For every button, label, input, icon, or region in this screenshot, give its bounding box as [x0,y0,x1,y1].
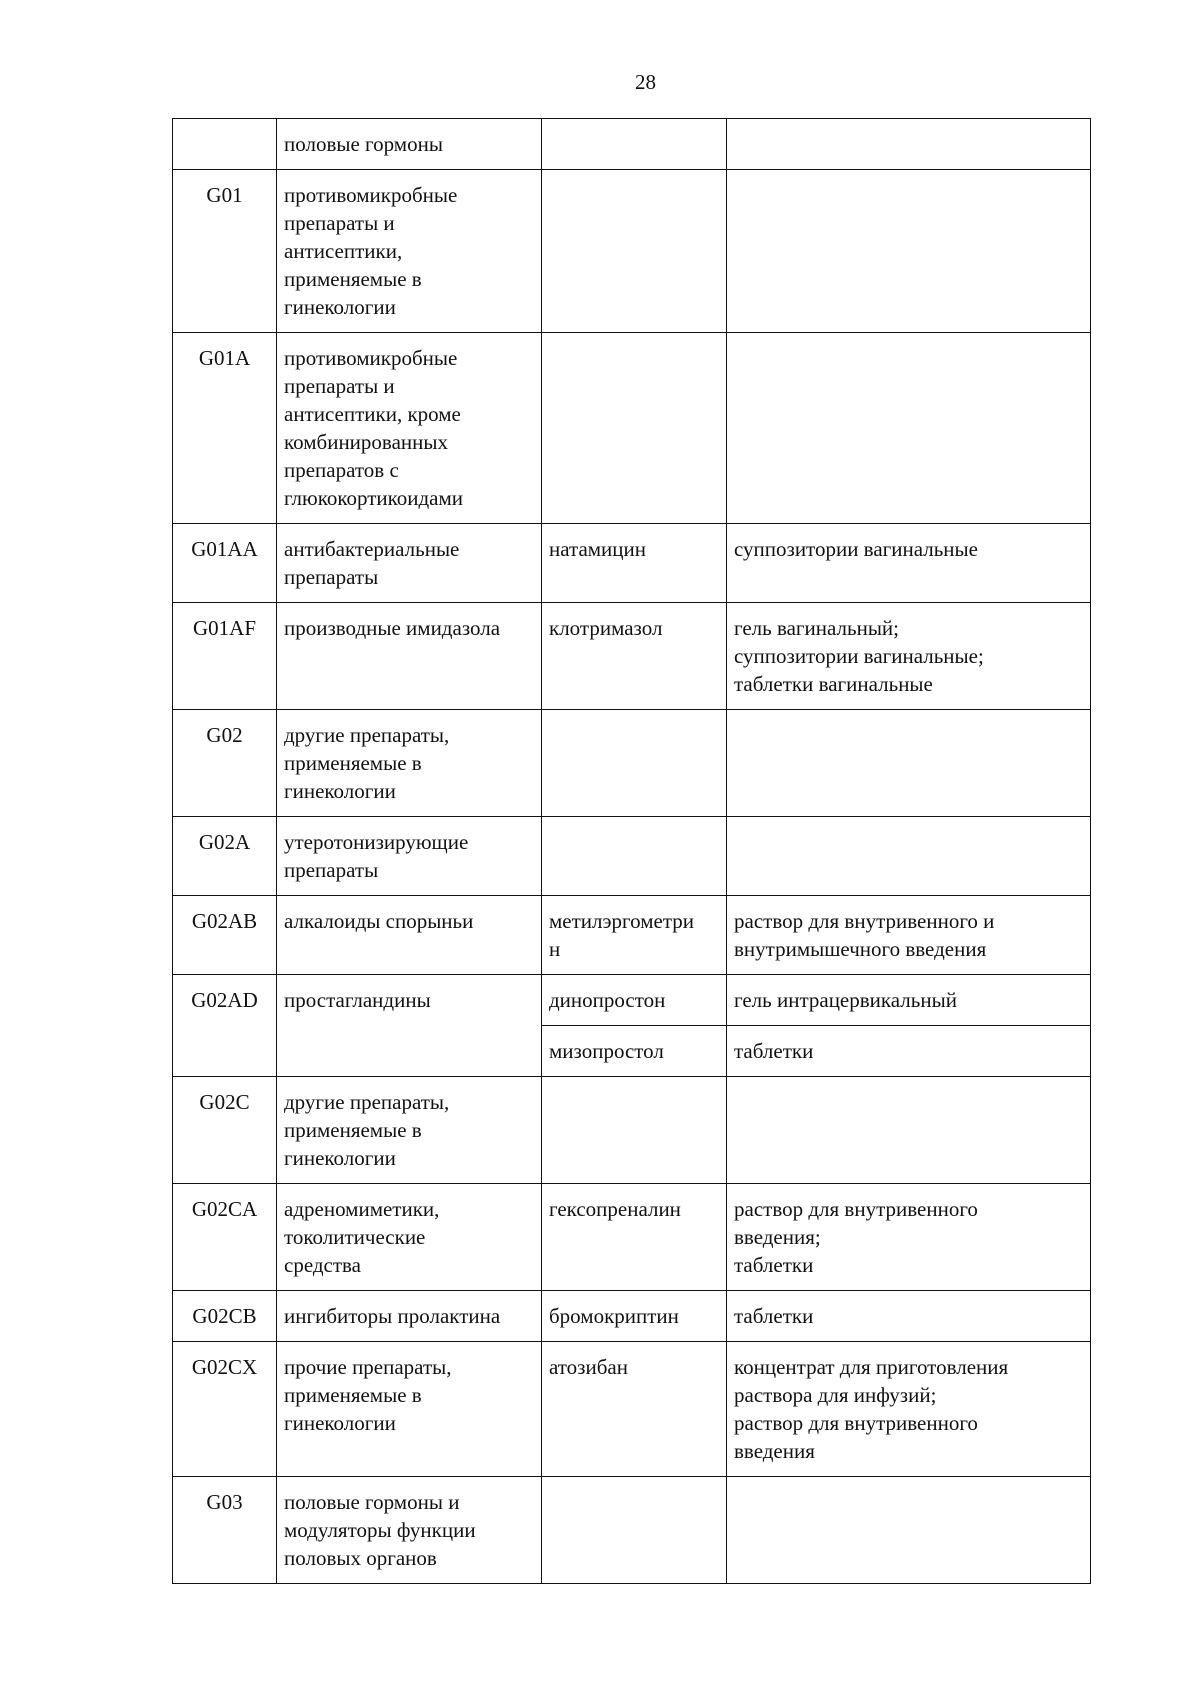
group-name-cell: противомикробные препараты и антисептики, применяемые в гинекологии [277,170,542,333]
substance-name-cell [542,333,727,524]
group-name-cell: адреномиметики, токолитические средства [277,1184,542,1291]
group-name-cell: прочие препараты, применяемые в гинекологии [277,1342,542,1477]
substance-name-cell [542,1477,727,1584]
table-row [173,1184,1091,1291]
substance-name-cell [542,1077,727,1184]
substance-name-cell [542,170,727,333]
substance-name-cell: атозибан [542,1342,727,1477]
atc-code-cell [173,119,277,170]
dosage-form-cell: таблетки [727,1026,1091,1077]
substance-name-cell [542,710,727,817]
drug-classification-table [172,118,1091,1584]
dosage-form-cell [727,170,1091,333]
dosage-form-cell: таблетки [727,1291,1091,1342]
substance-name-cell: метилэргометри н [542,896,727,975]
atc-code-cell: G01AA [173,524,277,603]
table-row [173,1291,1091,1342]
atc-code-cell: G02CB [173,1291,277,1342]
dosage-form-cell: раствор для внутривенного и внутримышечного введения [727,896,1091,975]
substance-name-cell: динопростон [542,975,727,1026]
substance-name-cell [542,119,727,170]
atc-code-cell: G02 [173,710,277,817]
table-row [173,333,1091,524]
dosage-form-cell [727,1477,1091,1584]
group-name-cell: утеротонизирующие препараты [277,817,542,896]
dosage-form-cell: раствор для внутривенного введения; таблетки [727,1184,1091,1291]
group-name-cell: алкалоиды спорыньи [277,896,542,975]
table-body [173,119,1091,1584]
atc-code-cell: G03 [173,1477,277,1584]
table-row [173,1077,1091,1184]
group-name-cell: производные имидазола [277,603,542,710]
group-name-cell: ингибиторы пролактина [277,1291,542,1342]
table-row [173,817,1091,896]
table-row [173,896,1091,975]
substance-name-cell: натамицин [542,524,727,603]
table-row [173,524,1091,603]
atc-code-cell: G02CX [173,1342,277,1477]
group-name-cell: другие препараты, применяемые в гинекологии [277,1077,542,1184]
table-row [173,1342,1091,1477]
dosage-form-cell: гель интрацервикальный [727,975,1091,1026]
table-row [173,119,1091,170]
group-name-cell: противомикробные препараты и антисептики, кроме комбинированных препаратов с глюкокортикоидами [277,333,542,524]
group-name-cell: другие препараты, применяемые в гинекологии [277,710,542,817]
group-name-cell: антибактериальные препараты [277,524,542,603]
dosage-form-cell: суппозитории вагинальные [727,524,1091,603]
substance-name-cell: бромокриптин [542,1291,727,1342]
dosage-form-cell [727,817,1091,896]
group-name-cell: половые гормоны и модуляторы функции половых органов [277,1477,542,1584]
atc-code-cell: G02AD [173,975,277,1077]
table-row [173,975,1091,1026]
table-row [173,710,1091,817]
dosage-form-cell: концентрат для приготовления раствора для инфузий; раствор для внутривенного введения [727,1342,1091,1477]
atc-code-cell: G02AB [173,896,277,975]
atc-code-cell: G02C [173,1077,277,1184]
table-row [173,603,1091,710]
atc-code-cell: G01A [173,333,277,524]
atc-code-cell: G02CA [173,1184,277,1291]
table-row [173,1477,1091,1584]
dosage-form-cell [727,119,1091,170]
dosage-form-cell: гель вагинальный; суппозитории вагинальные; таблетки вагинальные [727,603,1091,710]
atc-code-cell: G01 [173,170,277,333]
dosage-form-cell [727,710,1091,817]
substance-name-cell: гексопреналин [542,1184,727,1291]
dosage-form-cell [727,333,1091,524]
substance-name-cell [542,817,727,896]
substance-name-cell: клотримазол [542,603,727,710]
substance-name-cell: мизопростол [542,1026,727,1077]
table-row [173,170,1091,333]
dosage-form-cell [727,1077,1091,1184]
group-name-cell: простагландины [277,975,542,1077]
page-number: 28 [635,70,656,94]
atc-code-cell: G01AF [173,603,277,710]
atc-code-cell: G02A [173,817,277,896]
group-name-cell: половые гормоны [277,119,542,170]
